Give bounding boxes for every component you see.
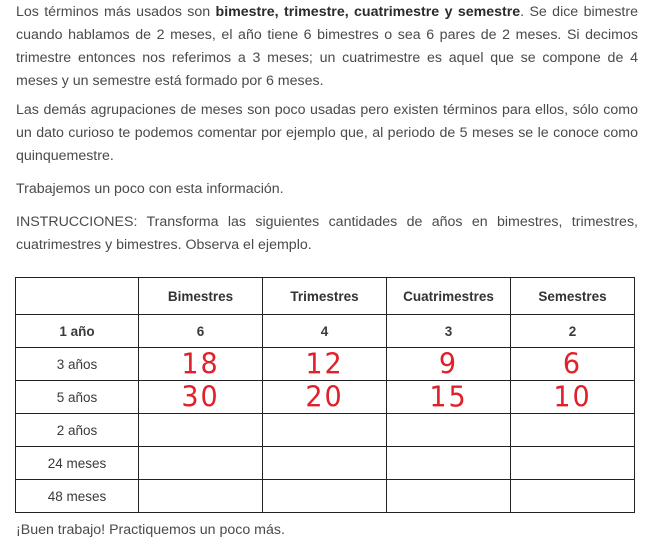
- instructions-paragraph: INSTRUCCIONES: Transforma las siguientes cantidades de años en bimestres, trimestres, cuatrimestres y bimestres. Observa el ejemplo.: [16, 214, 638, 253]
- row-label: 3 años: [16, 348, 139, 381]
- intro-paragraph: [16, 1, 638, 93]
- answer-cell[interactable]: [139, 348, 263, 381]
- answer-cell[interactable]: [263, 414, 387, 447]
- handwritten-answer: 15: [429, 380, 468, 414]
- answer-cell[interactable]: [263, 480, 387, 513]
- handwritten-answer: 12: [305, 347, 344, 381]
- intro-text-start: Los términos más usados son: [16, 4, 216, 20]
- answer-cell[interactable]: [387, 447, 511, 480]
- handwritten-answer: 18: [181, 347, 220, 381]
- answer-cell[interactable]: [387, 348, 511, 381]
- header-cuatrimestres: Cuatrimestres: [387, 278, 511, 315]
- handwritten-answer: 30: [181, 380, 220, 414]
- table-row: [16, 480, 635, 513]
- table-row: [16, 447, 635, 480]
- answer-cell[interactable]: [139, 480, 263, 513]
- header-empty: [16, 278, 139, 315]
- header-bimestres: Bimestres: [139, 278, 263, 315]
- example-value: 4: [263, 315, 387, 348]
- handwritten-answer: 20: [305, 380, 344, 414]
- answer-cell[interactable]: [387, 480, 511, 513]
- answer-cell[interactable]: [139, 381, 263, 414]
- conversion-table: [15, 277, 635, 513]
- answer-cell[interactable]: [511, 348, 635, 381]
- handwritten-answer: 9: [438, 347, 459, 381]
- intro-text-end: . Se dice bimestre cuando hablamos de 2 meses, el año tiene 6 bimestres o sea 6 pares de 2 meses. Si decimos trimestre entonces nos referimos a 3 meses; un cuatrimestre es aquel que se compone de 4 meses y un semestre está formado por 6 meses.: [16, 4, 638, 89]
- answer-cell[interactable]: [139, 447, 263, 480]
- example-value: 6: [139, 315, 263, 348]
- row-label: 2 años: [16, 414, 139, 447]
- table-row: [16, 315, 635, 348]
- table-row: [16, 381, 635, 414]
- row-label: 24 meses: [16, 447, 139, 480]
- table-row: [16, 414, 635, 447]
- table-header-row: [16, 278, 635, 315]
- header-trimestres: Trimestres: [263, 278, 387, 315]
- table-row: [16, 348, 635, 381]
- answer-cell[interactable]: [387, 381, 511, 414]
- row-label: 1 año: [16, 315, 139, 348]
- answer-cell[interactable]: [511, 381, 635, 414]
- work-prompt: Trabajemos un poco con esta información.: [16, 181, 284, 197]
- answer-cell[interactable]: [511, 447, 635, 480]
- answer-cell[interactable]: [511, 414, 635, 447]
- answer-cell[interactable]: [263, 381, 387, 414]
- intro-terms-bold: bimestre, trimestre, cuatrimestre y semestre: [215, 4, 521, 20]
- answer-cell[interactable]: [387, 414, 511, 447]
- answer-cell[interactable]: [139, 414, 263, 447]
- row-label: 48 meses: [16, 480, 139, 513]
- answer-cell[interactable]: [511, 480, 635, 513]
- example-value: 3: [387, 315, 511, 348]
- example-value: 2: [511, 315, 635, 348]
- row-label: 5 años: [16, 381, 139, 414]
- handwritten-answer: 10: [553, 380, 592, 414]
- curiosity-paragraph: Las demás agrupaciones de meses son poco usadas pero existen términos para ellos, sólo como un dato curioso te podemos comentar por ejemplo que, al periodo de 5 meses se le conoce como quinquemestre.: [16, 102, 638, 164]
- answer-cell[interactable]: [263, 447, 387, 480]
- handwritten-answer: 6: [562, 347, 583, 381]
- header-semestres: Semestres: [511, 278, 635, 315]
- answer-cell[interactable]: [263, 348, 387, 381]
- closing-message: ¡Buen trabajo! Practiquemos un poco más.: [16, 522, 285, 538]
